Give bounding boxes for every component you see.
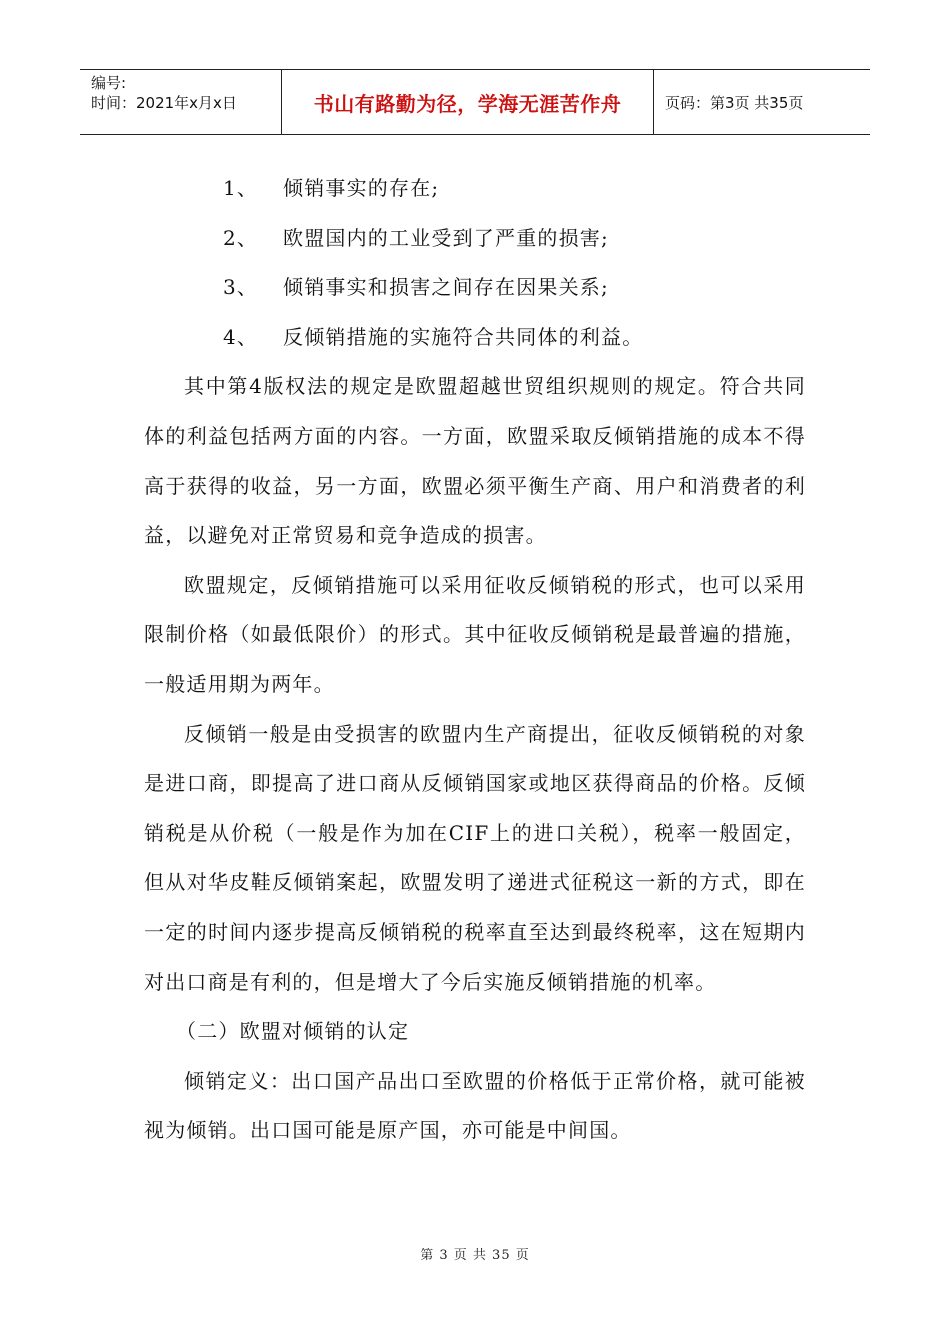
- section-heading: （二）欧盟对倾销的认定: [176, 1019, 410, 1044]
- list-item-number: 3、: [223, 275, 259, 300]
- page-header: [80, 69, 870, 135]
- list-item: [144, 313, 806, 363]
- list-item-text: 倾销事实的存在;: [283, 176, 440, 200]
- paragraph-community-interest: 其中第4版权法的规定是欧盟超越世贸组织规则的规定。符合共同体的利益包括两方面的内容。一方面，欧盟采取反倾销措施的成本不得高于获得的收益，另一方面，欧盟必须平衡生产商、用户和消费者的利益，以避免对正常贸易和竞争造成的损害。: [144, 374, 806, 548]
- list-item: [144, 263, 806, 313]
- page-footer: 第 3 页 共 35 页: [420, 1248, 530, 1263]
- list-item-number: 4、: [223, 324, 259, 349]
- list-item-text: 倾销事实和损害之间存在因果关系;: [283, 275, 609, 300]
- list-item: [144, 214, 806, 264]
- list-item-text: 欧盟国内的工业受到了严重的损害;: [283, 225, 609, 250]
- header-page-info: 页码：第3页 共35页: [665, 93, 804, 112]
- document-number-label: 编号:: [91, 74, 127, 92]
- list-item-number: 1、: [223, 176, 259, 200]
- list-item-number: 2、: [223, 225, 259, 250]
- paragraph-anti-dumping-duty: 反倾销一般是由受损害的欧盟内生产商提出，征收反倾销税的对象是进口商，即提高了进口商从反倾销国家或地区获得商品的价格。反倾销税是从价税（一般是作为加在CIF上的进口关税），税率一般固定，但从对华皮鞋反倾销案起，欧盟发明了递进式征税这一新的方式，即在一定的时间内逐步提高反倾销税的税率直至达到最终税率，这在短期内对出口商是有利的，但是增大了今后实施反倾销措施的机率。: [144, 721, 806, 994]
- list-item: [144, 164, 806, 214]
- header-motto: 书山有路勤为径，学海无涯苦作舟: [313, 91, 622, 116]
- document-date: 时间：2021年x月x日: [91, 94, 237, 112]
- header-meta-cell: [80, 70, 282, 134]
- header-motto-cell: [282, 70, 654, 134]
- paragraph-measures: 欧盟规定，反倾销措施可以采用征收反倾销税的形式，也可以采用限制价格（如最低限价）的形式。其中征收反倾销税是最普遍的措施，一般适用期为两年。: [144, 572, 806, 696]
- header-page-cell: [654, 70, 870, 134]
- document-body: [144, 164, 806, 1156]
- paragraph-dumping-definition: 倾销定义：出口国产品出口至欧盟的价格低于正常价格，就可能被视为倾销。出口国可能是原产国，亦可能是中间国。: [144, 1068, 806, 1143]
- list-item-text: 反倾销措施的实施符合共同体的利益。: [283, 324, 644, 349]
